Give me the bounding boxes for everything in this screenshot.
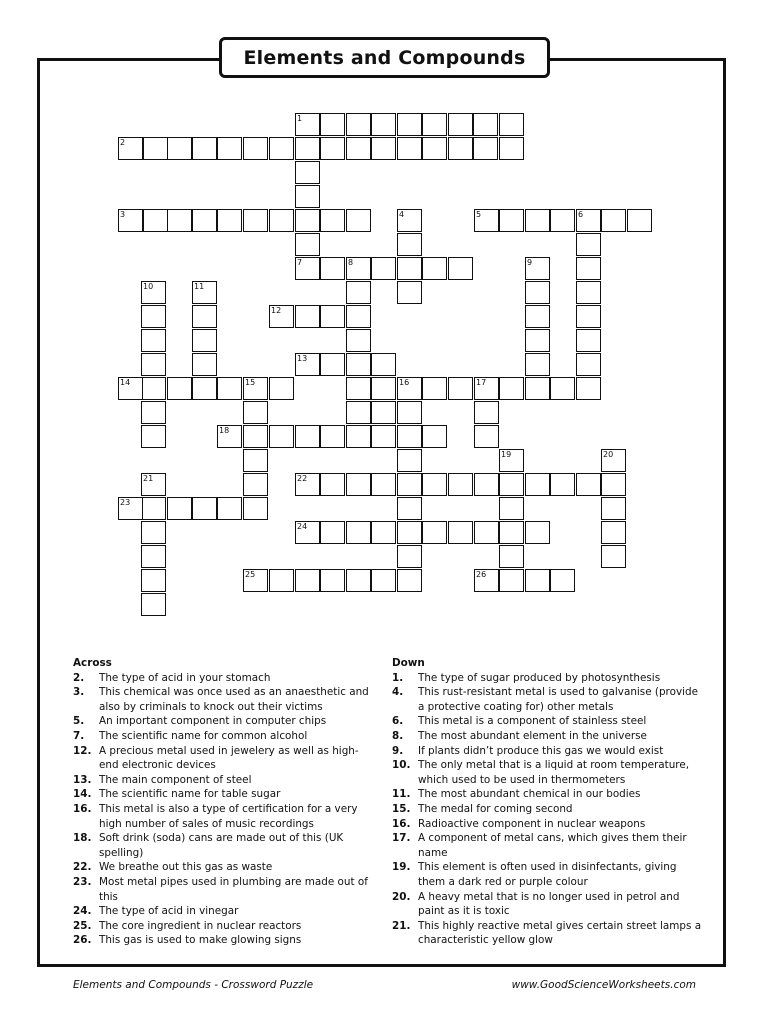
grid-cell[interactable] (525, 377, 550, 400)
grid-cell[interactable] (550, 473, 575, 496)
grid-cell[interactable] (192, 497, 217, 520)
grid-cell[interactable] (397, 233, 422, 256)
clue-number-label: 19. (392, 861, 411, 874)
down-clue (392, 758, 702, 787)
clue-number-label: 20. (392, 890, 411, 903)
grid-cell[interactable] (269, 569, 294, 592)
grid-cell[interactable] (627, 209, 652, 232)
down-clue (392, 860, 702, 889)
clue-text: The only metal that is a liquid at room temperature, which used to be used in thermometers (418, 759, 690, 786)
clue-text: A heavy metal that is no longer used in petrol and paint as it is toxic (418, 890, 680, 918)
clue-text: The medal for coming second (418, 802, 573, 815)
grid-cell[interactable] (397, 113, 422, 136)
clue-text: This gas is used to make glowing signs (99, 934, 302, 947)
clue-text: The scientific name for table sugar (99, 788, 281, 801)
clue-text: This metal is also a type of certification for a very high number of sales of music recordings (99, 802, 358, 830)
grid-cell[interactable] (601, 497, 626, 520)
grid-cell[interactable] (269, 137, 294, 160)
across-clue (73, 875, 371, 904)
grid-cell[interactable] (576, 233, 601, 256)
down-clue (392, 671, 702, 686)
clue-number: 3 (120, 210, 126, 219)
grid-cell[interactable] (371, 353, 396, 376)
grid-cell[interactable] (422, 473, 447, 496)
grid-cell[interactable] (346, 521, 371, 544)
grid-cell[interactable] (397, 257, 422, 280)
down-clue (392, 890, 702, 919)
grid-cell[interactable] (167, 377, 192, 400)
grid-cell[interactable] (167, 209, 192, 232)
clue-text: The most abundant element in the universe (418, 729, 647, 742)
grid-cell[interactable] (499, 569, 524, 592)
grid-cell[interactable] (371, 521, 396, 544)
grid-cell[interactable] (371, 377, 396, 400)
footer-website: www.GoodScienceWorksheets.com (511, 979, 696, 991)
grid-cell[interactable] (422, 137, 447, 160)
down-clue (392, 919, 702, 948)
down-clue (392, 744, 702, 759)
clue-text: Radioactive component in nuclear weapons (418, 817, 646, 830)
grid-cell[interactable] (217, 137, 242, 160)
clue-number: 8 (348, 258, 354, 267)
grid-cell[interactable] (295, 233, 320, 256)
grid-cell[interactable] (141, 353, 166, 376)
grid-cell[interactable] (141, 377, 166, 400)
grid-cell[interactable] (346, 209, 371, 232)
clue-number-label: 9. (392, 744, 404, 757)
grid-cell[interactable] (601, 209, 626, 232)
grid-cell[interactable] (473, 113, 498, 136)
clue-text: The scientific name for common alcohol (99, 729, 308, 742)
grid-cell[interactable] (422, 521, 447, 544)
clue-number-label: 24. (73, 905, 92, 918)
across-clue (73, 919, 371, 934)
clue-text: A component of metal cans, which gives them their name (418, 832, 687, 859)
grid-cell[interactable] (243, 473, 268, 496)
clue-number-label: 15. (392, 802, 411, 815)
grid-cell[interactable] (499, 545, 524, 568)
clue-number: 12 (271, 306, 282, 315)
clue-text: The main component of steel (99, 773, 252, 786)
across-clue (73, 744, 371, 773)
grid-cell[interactable] (346, 329, 371, 352)
grid-cell[interactable] (397, 137, 422, 160)
across-clue (73, 685, 371, 714)
grid-cell[interactable] (371, 137, 396, 160)
grid-cell[interactable] (397, 281, 422, 304)
grid-cell[interactable] (525, 521, 550, 544)
grid-cell[interactable] (499, 209, 524, 232)
grid-cell[interactable] (192, 353, 217, 376)
clue-number: 6 (578, 210, 584, 219)
grid-cell[interactable] (550, 209, 575, 232)
grid-cell[interactable] (141, 569, 166, 592)
clue-text: The type of acid in vinegar (99, 905, 239, 918)
across-clue (73, 860, 371, 875)
grid-cell[interactable] (422, 257, 447, 280)
grid-cell[interactable] (243, 137, 268, 160)
grid-cell[interactable] (167, 497, 192, 520)
grid-cell[interactable] (499, 377, 524, 400)
clue-text: The type of acid in your stomach (99, 671, 271, 684)
grid-cell[interactable] (448, 473, 473, 496)
grid-cell[interactable] (397, 521, 422, 544)
grid-cell[interactable] (346, 113, 371, 136)
grid-cell[interactable] (141, 329, 166, 352)
grid-cell[interactable] (346, 569, 371, 592)
grid-cell[interactable] (320, 305, 345, 328)
down-heading: Down (392, 657, 425, 669)
grid-cell[interactable] (448, 377, 473, 400)
clue-number-label: 1. (392, 671, 404, 684)
across-clue (73, 802, 371, 831)
grid-cell[interactable] (550, 377, 575, 400)
grid-cell[interactable] (141, 305, 166, 328)
grid-cell[interactable] (474, 401, 499, 424)
clue-number-label: 21. (392, 919, 411, 932)
across-clue (73, 671, 371, 686)
grid-cell[interactable] (525, 281, 550, 304)
clue-number: 25 (245, 570, 256, 579)
grid-cell[interactable] (576, 377, 601, 400)
clue-number-label: 13. (73, 773, 92, 786)
clue-text: An important component in computer chips (99, 715, 327, 728)
grid-cell[interactable] (320, 521, 345, 544)
clue-number: 13 (297, 354, 308, 363)
across-clue (73, 904, 371, 919)
grid-cell[interactable] (243, 449, 268, 472)
clue-number-label: 10. (392, 759, 411, 772)
clue-number-label: 8. (392, 729, 404, 742)
grid-cell[interactable] (346, 401, 371, 424)
clue-number-label: 25. (73, 919, 92, 932)
down-clue (392, 729, 702, 744)
grid-cell[interactable] (295, 161, 320, 184)
grid-cell[interactable] (295, 305, 320, 328)
clue-text: If plants didn’t produce this gas we would exist (418, 744, 664, 757)
clue-number: 7 (297, 258, 303, 267)
clue-text: This rust-resistant metal is used to galvanise (provide a protective coating for) other metals (418, 686, 698, 713)
grid-cell[interactable] (243, 497, 268, 520)
grid-cell[interactable] (295, 137, 320, 160)
grid-cell[interactable] (346, 377, 371, 400)
grid-cell[interactable] (397, 569, 422, 592)
grid-cell[interactable] (499, 473, 524, 496)
grid-cell[interactable] (320, 137, 345, 160)
grid-cell[interactable] (525, 329, 550, 352)
grid-cell[interactable] (371, 569, 396, 592)
clue-number: 24 (297, 522, 308, 531)
grid-cell[interactable] (192, 329, 217, 352)
grid-cell[interactable] (448, 521, 473, 544)
grid-cell[interactable] (422, 113, 447, 136)
grid-cell[interactable] (192, 137, 217, 160)
grid-cell[interactable] (243, 209, 268, 232)
clue-text: This element is often used in disinfectants, giving them a dark red or purple colour (418, 861, 677, 888)
grid-cell[interactable] (576, 473, 601, 496)
clue-number: 16 (399, 378, 410, 387)
down-clue (392, 831, 702, 860)
grid-cell[interactable] (217, 377, 242, 400)
grid-cell[interactable] (474, 425, 499, 448)
grid-cell[interactable] (397, 545, 422, 568)
grid-cell[interactable] (217, 497, 242, 520)
grid-cell[interactable] (141, 401, 166, 424)
grid-cell[interactable] (525, 569, 550, 592)
grid-cell[interactable] (346, 137, 371, 160)
clue-number-label: 22. (73, 861, 92, 874)
clue-number-label: 7. (73, 729, 85, 742)
grid-cell[interactable] (499, 113, 524, 136)
clue-number: 14 (120, 378, 131, 387)
clue-number-label: 16. (392, 817, 411, 830)
grid-cell[interactable] (576, 305, 601, 328)
grid-cell[interactable] (346, 305, 371, 328)
grid-cell[interactable] (371, 113, 396, 136)
across-clue (73, 773, 371, 788)
clue-number-label: 2. (73, 671, 85, 684)
grid-cell[interactable] (422, 425, 447, 448)
clue-text: This highly reactive metal gives certain street lamps a characteristic yellow glow (418, 919, 702, 947)
down-clue (392, 787, 702, 802)
clue-number-label: 18. (73, 832, 92, 845)
clue-number: 26 (476, 570, 487, 579)
clue-number: 17 (476, 378, 487, 387)
grid-cell[interactable] (141, 593, 166, 616)
grid-cell[interactable] (448, 257, 473, 280)
clue-number: 9 (527, 258, 533, 267)
grid-cell[interactable] (295, 185, 320, 208)
grid-cell[interactable] (397, 401, 422, 424)
across-clue (73, 714, 371, 729)
clue-number-label: 6. (392, 715, 404, 728)
grid-cell[interactable] (601, 545, 626, 568)
grid-cell[interactable] (167, 137, 192, 160)
grid-cell[interactable] (346, 473, 371, 496)
page-title (219, 37, 550, 78)
clue-number: 18 (219, 426, 230, 435)
clue-number: 21 (143, 474, 154, 483)
grid-cell[interactable] (141, 521, 166, 544)
clue-text: We breathe out this gas as waste (99, 861, 273, 874)
clue-text: A precious metal used in jewelery as well as high-end electronic devices (99, 744, 359, 772)
across-clue (73, 831, 371, 860)
grid-cell[interactable] (269, 425, 294, 448)
grid-cell[interactable] (141, 425, 166, 448)
grid-cell[interactable] (499, 521, 524, 544)
grid-cell[interactable] (550, 569, 575, 592)
down-clue (392, 714, 702, 729)
across-clue-list (73, 671, 371, 948)
grid-cell[interactable] (525, 353, 550, 376)
grid-cell[interactable] (525, 473, 550, 496)
clue-number: 11 (194, 282, 205, 291)
grid-cell[interactable] (422, 377, 447, 400)
grid-cell[interactable] (320, 473, 345, 496)
grid-cell[interactable] (576, 281, 601, 304)
grid-cell[interactable] (295, 425, 320, 448)
grid-cell[interactable] (143, 209, 168, 232)
clue-number-label: 5. (73, 715, 85, 728)
grid-cell[interactable] (499, 137, 524, 160)
grid-cell[interactable] (397, 425, 422, 448)
across-clue (73, 729, 371, 744)
clue-number-label: 17. (392, 832, 411, 845)
clue-number: 19 (501, 450, 512, 459)
grid-cell[interactable] (346, 281, 371, 304)
grid-cell[interactable] (192, 377, 217, 400)
grid-cell[interactable] (576, 353, 601, 376)
grid-cell[interactable] (320, 257, 345, 280)
grid-cell[interactable] (397, 497, 422, 520)
across-heading: Across (73, 657, 112, 669)
across-clue (73, 787, 371, 802)
grid-cell[interactable] (320, 353, 345, 376)
grid-cell[interactable] (576, 329, 601, 352)
grid-cell[interactable] (601, 473, 626, 496)
grid-cell[interactable] (243, 401, 268, 424)
clue-number-label: 11. (392, 788, 411, 801)
clue-number-label: 26. (73, 934, 92, 947)
grid-cell[interactable] (525, 209, 550, 232)
clue-number: 10 (143, 282, 154, 291)
clue-number: 23 (120, 498, 131, 507)
clue-text: This metal is a component of stainless steel (418, 715, 647, 728)
grid-cell[interactable] (346, 425, 371, 448)
clue-number: 20 (603, 450, 614, 459)
across-clue (73, 933, 371, 948)
grid-cell[interactable] (269, 377, 294, 400)
grid-cell[interactable] (320, 113, 345, 136)
clue-number: 15 (245, 378, 256, 387)
grid-cell[interactable] (601, 521, 626, 544)
grid-cell[interactable] (474, 521, 499, 544)
down-clue (392, 802, 702, 817)
grid-cell[interactable] (320, 569, 345, 592)
clue-number: 2 (120, 138, 126, 147)
grid-cell[interactable] (243, 425, 268, 448)
grid-cell[interactable] (448, 113, 473, 136)
grid-cell[interactable] (269, 209, 294, 232)
down-clues (392, 656, 702, 948)
clue-text: This chemical was once used as an anaesthetic and also by criminals to knock out their victims (99, 686, 369, 713)
clue-text: Soft drink (soda) cans are made out of this (UK spelling) (99, 832, 344, 859)
clue-number: 1 (297, 114, 303, 123)
grid-cell[interactable] (371, 401, 396, 424)
grid-cell[interactable] (295, 209, 320, 232)
down-clue-list (392, 671, 702, 948)
across-clues (73, 656, 371, 948)
grid-cell[interactable] (141, 545, 166, 568)
grid-cell[interactable] (295, 569, 320, 592)
grid-cell[interactable] (320, 425, 345, 448)
clue-number: 22 (297, 474, 308, 483)
grid-cell[interactable] (474, 473, 499, 496)
grid-cell[interactable] (525, 305, 550, 328)
down-clue (392, 817, 702, 832)
down-clue (392, 685, 702, 714)
clue-number-label: 14. (73, 788, 92, 801)
clue-number-label: 23. (73, 875, 92, 888)
page-title-text: Elements and Compounds (243, 46, 526, 69)
grid-cell[interactable] (448, 137, 473, 160)
grid-cell[interactable] (371, 257, 396, 280)
clue-text: Most metal pipes used in plumbing are made out of this (99, 875, 368, 903)
clue-text: The core ingredient in nuclear reactors (99, 919, 302, 932)
grid-cell[interactable] (397, 473, 422, 496)
grid-cell[interactable] (499, 497, 524, 520)
grid-cell[interactable] (371, 473, 396, 496)
clue-number: 4 (399, 210, 405, 219)
grid-cell[interactable] (192, 209, 217, 232)
grid-cell[interactable] (141, 497, 166, 520)
grid-cell[interactable] (576, 257, 601, 280)
grid-cell[interactable] (397, 449, 422, 472)
grid-cell[interactable] (320, 209, 345, 232)
grid-cell[interactable] (217, 209, 242, 232)
clue-text: The most abundant chemical in our bodies (418, 788, 641, 801)
grid-cell[interactable] (346, 353, 371, 376)
clue-number-label: 16. (73, 802, 92, 815)
clue-number-label: 3. (73, 686, 85, 699)
clue-number: 5 (476, 210, 482, 219)
clue-text: The type of sugar produced by photosynthesis (418, 671, 661, 684)
clue-number-label: 4. (392, 686, 404, 699)
grid-cell[interactable] (371, 425, 396, 448)
grid-cell[interactable] (143, 137, 168, 160)
grid-cell[interactable] (192, 305, 217, 328)
clue-number-label: 12. (73, 744, 92, 757)
footer-title: Elements and Compounds - Crossword Puzzle (73, 979, 314, 991)
grid-cell[interactable] (473, 137, 498, 160)
